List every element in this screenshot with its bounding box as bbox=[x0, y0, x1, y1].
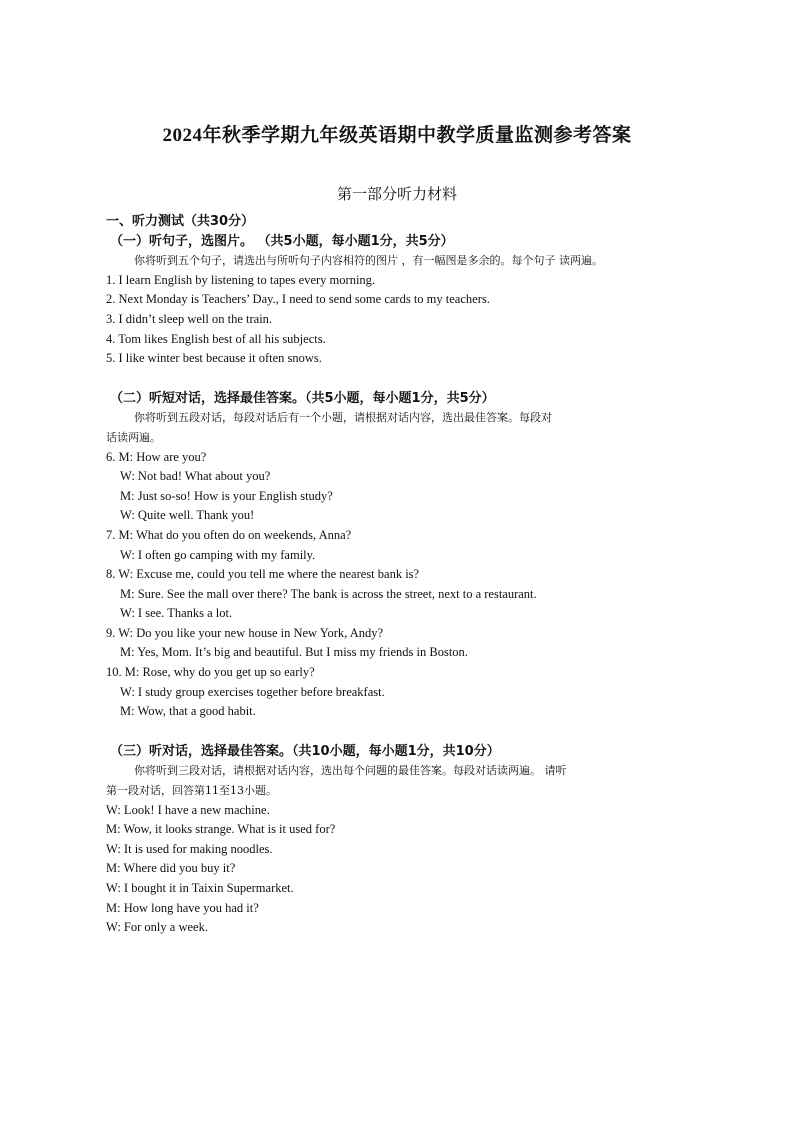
subsection-2-instruction-cont: 话读两遍。 bbox=[106, 430, 161, 444]
dialogue-line: W: Look! I have a new machine. bbox=[106, 802, 270, 817]
subsection-3-heading: （三）听对话，选择最佳答案。（共10小题，每小题1分，共10分） bbox=[110, 743, 500, 759]
dialogue-line: W: Quite well. Thank you! bbox=[120, 508, 255, 523]
subsection-1-heading: （一）听句子，选图片。 （共5小题，每小题1分，共5分） bbox=[110, 233, 454, 249]
sentence-item: 5. I like winter best because it often snows. bbox=[106, 351, 322, 366]
part-title: 第一部分听力材料 bbox=[336, 187, 457, 203]
section-heading: 一、听力测试（共30分） bbox=[106, 214, 255, 229]
dialogue-line: 10. M: Rose, why do you get up so early? bbox=[106, 665, 315, 680]
dialogue-line: M: Where did you buy it? bbox=[106, 861, 236, 876]
subsection-1-instruction: 你将听到五个句子，请选出与所听句子内容相符的图片 ，有一幅图是多余的。每个句子 读两遍。 bbox=[134, 254, 603, 268]
dialogue-line: M: Just so-so! How is your English study? bbox=[120, 488, 333, 503]
sentence-item: 3. I didn’t sleep well on the train. bbox=[106, 311, 273, 326]
dialogue-line: 6. M: How are you? bbox=[106, 449, 207, 464]
dialogue-line: M: How long have you had it? bbox=[106, 900, 259, 915]
dialogue-line: W: I often go camping with my family. bbox=[120, 547, 316, 562]
sentence-item: 2. Next Monday is Teachers’ Day., I need to send some cards to my teachers. bbox=[106, 292, 490, 307]
dialogue-line: M: Wow, it looks strange. What is it used for? bbox=[106, 822, 336, 837]
dialogue-line: W: I see. Thanks a lot. bbox=[120, 606, 233, 621]
subsection-3-instruction: 你将听到三段对话，请根据对话内容，选出每个问题的最佳答案。每段对话读两遍。 请听 bbox=[134, 764, 567, 778]
document-title: 2024年秋季学期九年级英语期中教学质量监测参考答案 bbox=[162, 125, 632, 146]
dialogue-line: W: I bought it in Taixin Supermarket. bbox=[106, 881, 294, 895]
subsection-2-heading: （二）听短对话，选择最佳答案。（共5小题，每小题1分，共5分） bbox=[110, 390, 495, 406]
dialogue-line: W: I study group exercises together before breakfast. bbox=[120, 684, 385, 699]
dialogue-line: M: Wow, that a good habit. bbox=[120, 704, 256, 719]
document-body bbox=[106, 212, 706, 938]
dialogue-line: 8. W: Excuse me, could you tell me where the nearest bank is? bbox=[106, 567, 420, 582]
dialogue-line: 9. W: Do you like your new house in New York, Andy? bbox=[106, 625, 384, 640]
subsection-3-instruction-cont: 第一段对话，回答第11至13小题。 bbox=[106, 784, 277, 798]
dialogue-line: W: For only a week. bbox=[106, 920, 208, 935]
sentence-item: 4. Tom likes English best of all his subjects. bbox=[106, 331, 326, 346]
subsection-2-instruction: 你将听到五段对话，每段对话后有一个小题，请根据对话内容，选出最佳答案。每段对 bbox=[134, 411, 552, 425]
dialogue-line: W: It is used for making noodles. bbox=[106, 841, 273, 856]
dialogue-line: W: Not bad! What about you? bbox=[120, 469, 271, 484]
sentence-item: 1. I learn English by listening to tapes every morning. bbox=[106, 272, 376, 287]
dialogue-line: 7. M: What do you often do on weekends, Anna? bbox=[106, 527, 352, 542]
dialogue-line: M: Sure. See the mall over there? The bank is across the street, next to a restaurant. bbox=[120, 586, 537, 601]
dialogue-line: M: Yes, Mom. It’s big and beautiful. But I miss my friends in Boston. bbox=[120, 645, 468, 660]
